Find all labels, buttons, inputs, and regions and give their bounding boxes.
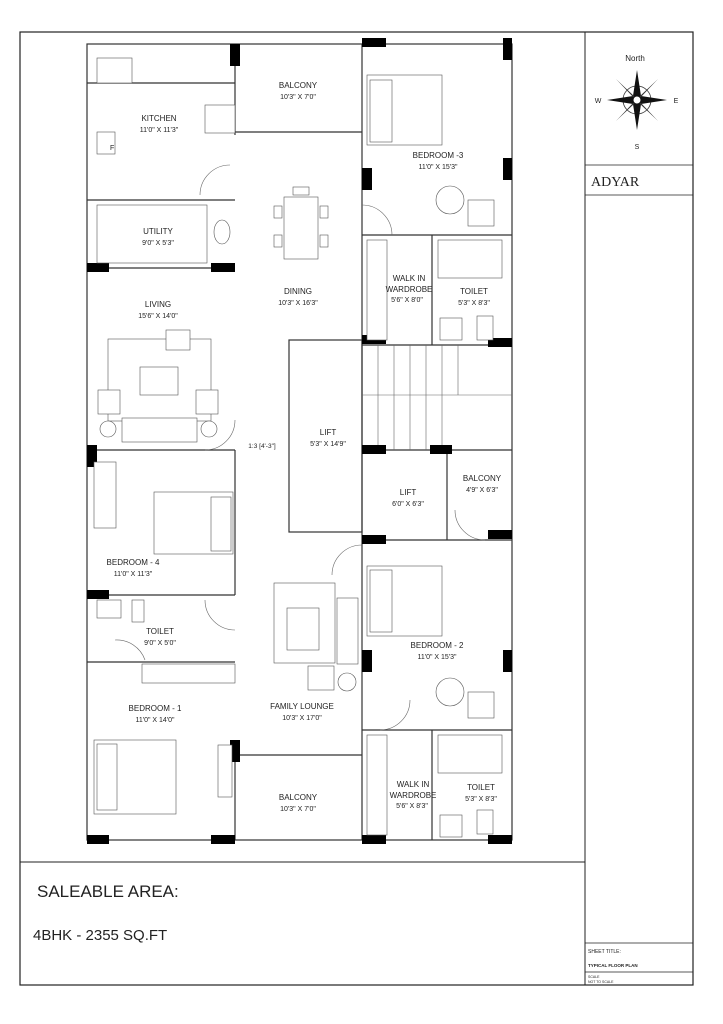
room-name-bedroom-2: BEDROOM - 2 — [410, 641, 464, 650]
room-dim-bedroom-4: 11'0" X 11'3" — [113, 571, 153, 578]
room-name-wardrobe-top-1: WALK IN — [392, 274, 426, 283]
room-name-kitchen: KITCHEN — [141, 114, 177, 123]
room-name-toilet-top: TOILET — [460, 287, 488, 296]
staircase — [362, 345, 512, 450]
room-dim-bedroom-3: 11'0" X 15'3" — [418, 164, 458, 171]
room-dim-toilet-top: 5'3" X 8'3" — [458, 300, 490, 307]
room-dim-bedroom-1: 11'0" X 14'0" — [135, 717, 175, 724]
room-name-balcony-top: BALCONY — [278, 81, 318, 90]
room-dim-wardrobe-top: 5'6" X 8'0" — [391, 297, 423, 304]
room-dim-wardrobe-bottom: 5'6" X 8'3" — [396, 803, 428, 810]
compass-east: E — [673, 98, 679, 105]
compass-rose — [595, 54, 679, 151]
room-name-utility: UTILITY — [143, 227, 173, 236]
room-dim-family-lounge: 10'3" X 17'0" — [282, 715, 322, 722]
room-dim-living: 15'6" X 14'0" — [138, 313, 178, 320]
location-name: ADYAR — [591, 175, 640, 190]
saleable-area-title: SALEABLE AREA: — [37, 882, 179, 901]
room-dim-balcony-mid: 4'9" X 6'3" — [466, 487, 498, 494]
saleable-area-value: 4BHK - 2355 SQ.FT — [33, 927, 168, 944]
room-dim-lift-small: 6'0" X 6'3" — [392, 501, 424, 508]
room-dim-lift-big: 5'3" X 14'9" — [310, 441, 346, 448]
room-dim-balcony-bottom: 10'3" X 7'0" — [280, 806, 316, 813]
room-dim-balcony-top: 10'3" X 7'0" — [280, 94, 316, 101]
room-name-wardrobe-bottom-1: WALK IN — [396, 780, 430, 789]
room-name-toilet-left: TOILET — [146, 627, 174, 636]
compass-south: S — [634, 144, 640, 151]
ramp-label: 1:3 [4'-3"] — [248, 443, 276, 450]
room-name-lift-small: LIFT — [399, 488, 417, 497]
room-name-toilet-bottom: TOILET — [467, 783, 495, 792]
room-dim-dining: 10'3" X 16'3" — [278, 300, 318, 307]
compass-north: North — [625, 54, 645, 63]
room-dim-toilet-left: 9'0" X 5'0" — [144, 640, 176, 647]
compass-west: W — [594, 98, 602, 105]
sheet-title: TYPICAL FLOOR PLAN — [588, 963, 638, 968]
room-name-balcony-mid: BALCONY — [462, 474, 502, 483]
room-name-wardrobe-bottom-2: WARDROBE — [389, 791, 437, 800]
scale-label: SCALE — [588, 975, 600, 979]
room-dim-kitchen: 11'0" X 11'3" — [139, 127, 179, 134]
room-name-wardrobe-top-2: WARDROBE — [385, 285, 433, 294]
room-name-lift-big: LIFT — [319, 428, 337, 437]
room-name-bedroom-3: BEDROOM -3 — [412, 151, 464, 160]
sheet-title-label: SHEET TITLE: — [588, 949, 621, 955]
scale-value: NOT TO SCALE — [588, 980, 614, 984]
room-name-balcony-bottom: BALCONY — [278, 793, 318, 802]
room-dim-bedroom-2: 11'0" X 15'3" — [417, 654, 457, 661]
room-name-dining: DINING — [284, 287, 312, 296]
room-dim-toilet-bottom: 5'3" X 8'3" — [465, 796, 497, 803]
room-name-family-lounge: FAMILY LOUNGE — [270, 702, 334, 711]
room-name-bedroom-1: BEDROOM - 1 — [128, 704, 182, 713]
kitchen-mark: F — [110, 145, 115, 152]
room-name-living: LIVING — [144, 300, 172, 309]
room-dim-utility: 9'0" X 5'3" — [142, 240, 174, 247]
room-name-bedroom-4: BEDROOM - 4 — [106, 558, 160, 567]
